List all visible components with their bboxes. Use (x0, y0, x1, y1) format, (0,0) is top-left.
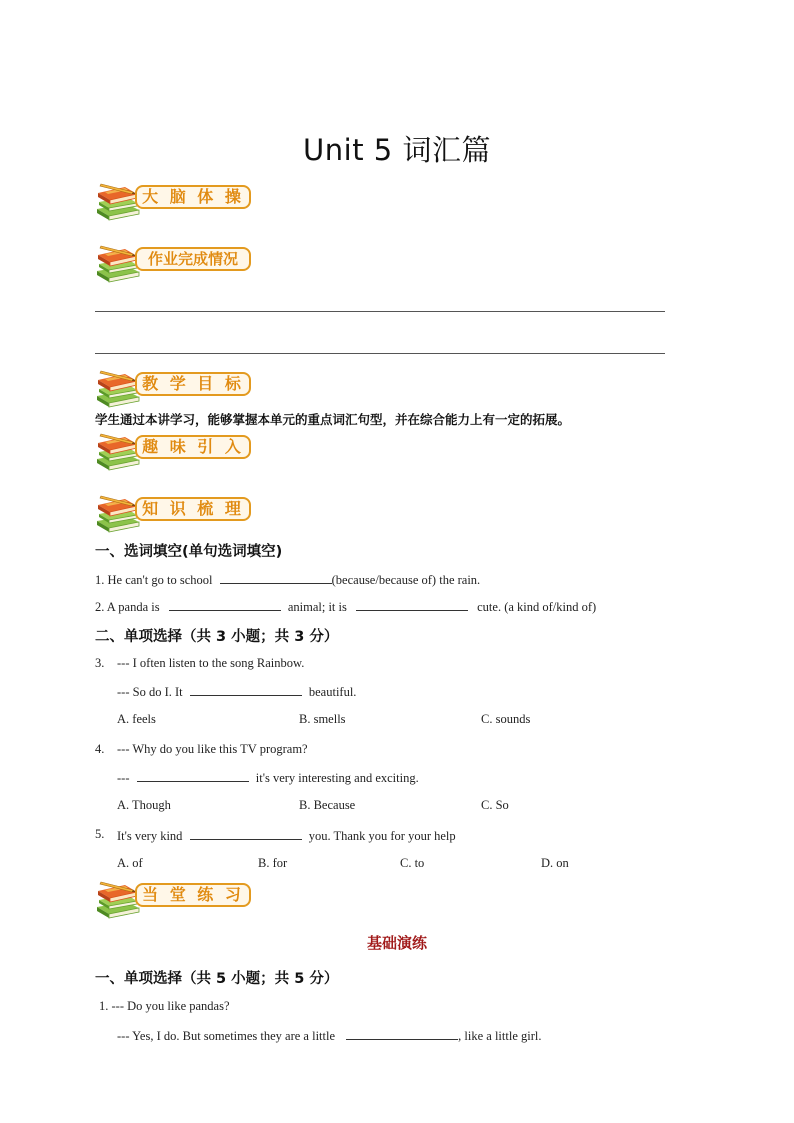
question-text: animal; it is (287, 600, 347, 614)
option-b[interactable]: B. Because (299, 798, 356, 812)
question-3-line2 (117, 683, 356, 700)
option-c[interactable]: C. to (400, 856, 425, 870)
section-header-label: 知 识 梳 理 (142, 499, 244, 518)
answer-line (95, 353, 665, 354)
question-3-num: 3. (95, 656, 105, 670)
question-text: 1. He can't go to school (95, 573, 213, 587)
question-text: --- Yes, I do. But sometimes they are a little (117, 1029, 336, 1043)
answer-blank[interactable] (220, 571, 332, 584)
option-c[interactable]: C. sounds (481, 712, 531, 726)
section-header-label: 作业完成情况 (147, 250, 238, 268)
answer-line (95, 311, 665, 312)
section-header-label: 大 脑 体 操 (142, 187, 244, 206)
question-3-line1: --- I often listen to the song Rainbow. (117, 656, 305, 670)
answer-blank[interactable] (190, 683, 302, 696)
section-header-brain (95, 182, 260, 222)
answer-blank[interactable] (346, 1027, 458, 1040)
option-b[interactable]: B. smells (299, 712, 346, 726)
section-header-label: 教 学 目 标 (142, 374, 244, 393)
basic-practice-title: 基础演练 (366, 934, 427, 952)
section-header-knowledge (95, 494, 260, 534)
question-4-num: 4. (95, 742, 105, 756)
option-d[interactable]: D. on (541, 856, 569, 870)
answer-blank[interactable] (169, 598, 281, 611)
answer-blank[interactable] (137, 769, 249, 782)
option-b[interactable]: B. for (258, 856, 288, 870)
option-a[interactable]: A. of (117, 856, 143, 870)
question-text: It's very kind (117, 829, 183, 843)
page-title: Unit 5 词汇篇 (303, 133, 491, 167)
question-text: 2. A panda is (95, 600, 160, 614)
question-4-line1: --- Why do you like this TV program? (117, 742, 308, 756)
answer-blank[interactable] (356, 598, 468, 611)
question-5-num: 5. (95, 827, 105, 841)
question-text: you. Thank you for your help (308, 829, 456, 843)
answer-blank[interactable] (190, 827, 302, 840)
question-2 (95, 598, 596, 615)
section-header-fun (95, 432, 260, 472)
option-a[interactable]: A. feels (117, 712, 156, 726)
question-text: it's very interesting and exciting. (255, 771, 419, 785)
goal-text: 学生通过本讲学习，能够掌握本单元的重点词汇句型，并在综合能力上有一定的拓展。 (95, 412, 571, 427)
question-5-line1 (117, 827, 456, 844)
question-text: , like a little girl. (458, 1029, 542, 1043)
section-header-practice (95, 880, 260, 920)
part3-heading: 一、单项选择（共 5 小题；共 5 分） (95, 971, 339, 987)
question-1 (95, 571, 480, 588)
practice-question-1-line2 (117, 1027, 541, 1044)
part1-heading: 一、选词填空(单句选词填空) (95, 544, 283, 560)
section-header-goal (95, 369, 260, 409)
option-c[interactable]: C. So (481, 798, 509, 812)
question-text: --- So do I. It (117, 685, 183, 699)
question-text: cute. (a kind of/kind of) (477, 600, 597, 614)
part2-heading: 二、单项选择（共 3 小题；共 3 分） (95, 629, 339, 645)
section-header-label: 趣 味 引 入 (142, 437, 244, 456)
question-text: --- (117, 771, 130, 785)
section-header-label: 当 堂 练 习 (142, 885, 244, 904)
section-header-homework (95, 244, 260, 284)
practice-question-1-line1: 1. --- Do you like pandas? (99, 999, 230, 1013)
option-a[interactable]: A. Though (117, 798, 171, 812)
question-text: beautiful. (308, 685, 357, 699)
question-4-line2 (117, 769, 419, 786)
question-text: (because/because of) the rain. (331, 573, 481, 587)
